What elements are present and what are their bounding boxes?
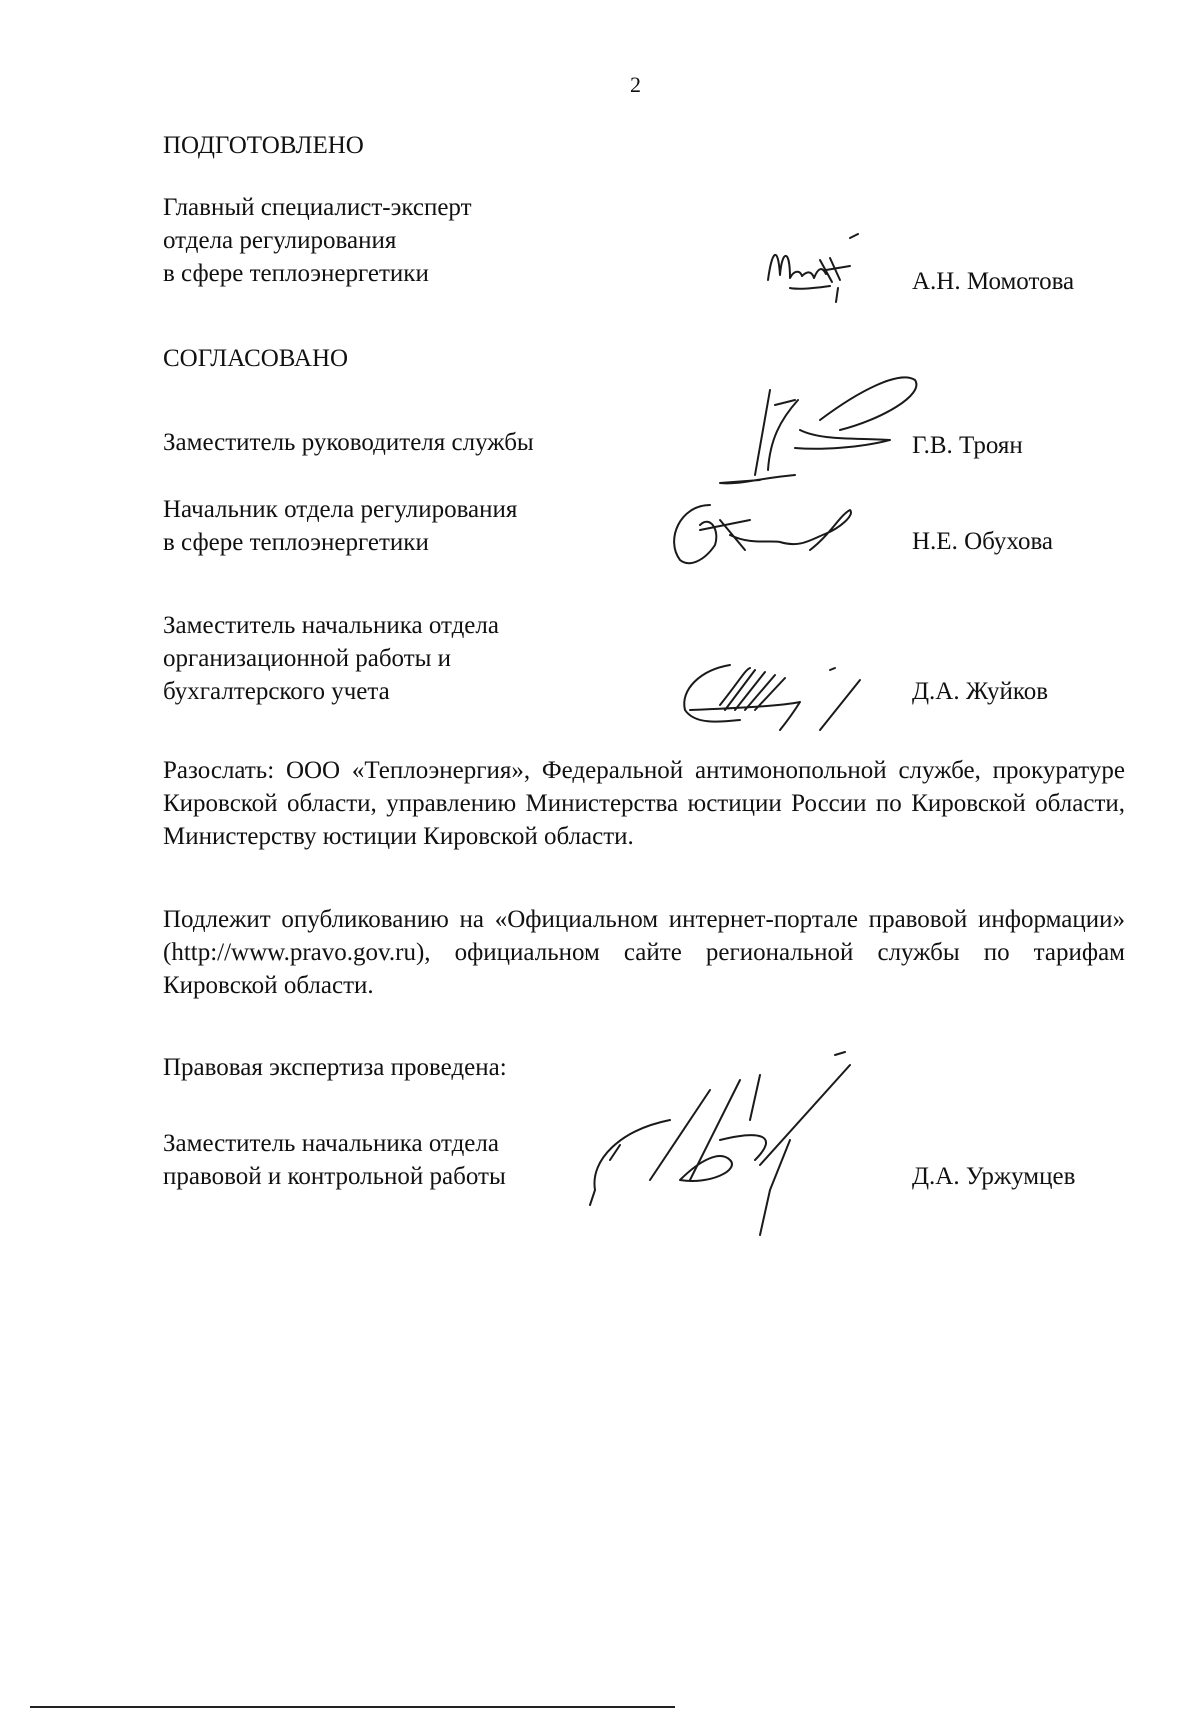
agreed-signer-1-position: Заместитель руководителя службы — [163, 429, 534, 456]
agreed-signer-1-name: Г.В. Троян — [912, 432, 1023, 459]
agreed-signer-2-position-line-1: Начальник отдела регулирования — [163, 496, 518, 523]
page-number: 2 — [630, 72, 641, 97]
signature-momotova — [760, 230, 870, 310]
signature-troyan — [700, 360, 930, 490]
signature-zhuikov — [670, 650, 890, 740]
publication-paragraph: Подлежит опубликованию на «Официальном интернет-портале правовой информации» (http://www.pravo.gov.ru), официальном сайте региональной службы по тарифам Кировской области. — [163, 906, 1125, 999]
legal-review-name: Д.А. Уржумцев — [912, 1163, 1076, 1190]
prepared-position-line-1: Главный специалист-эксперт — [163, 194, 472, 221]
prepared-position-line-2: отдела регулирования — [163, 227, 397, 254]
agreed-signer-3-position-line-2: организационной работы и — [163, 645, 452, 672]
agreed-signer-3-position-line-1: Заместитель начальника отдела — [163, 612, 499, 639]
legal-review-position-line-2: правовой и контрольной работы — [163, 1163, 506, 1190]
legal-review-position-line-1: Заместитель начальника отдела — [163, 1130, 499, 1157]
agreed-signer-2-name: Н.Е. Обухова — [912, 528, 1054, 555]
legal-review-heading: Правовая экспертиза проведена: — [163, 1054, 507, 1081]
agreed-signer-3-name: Д.А. Жуйков — [912, 678, 1049, 705]
agreed-signer-2-position-line-2: в сфере теплоэнергетики — [163, 529, 429, 556]
footer-rule — [30, 1706, 675, 1708]
distribution-paragraph: Разослать: ООО «Теплоэнергия», Федеральной антимонопольной службе, прокуратуре Кировской области, управлению Министерства юстиции России по Кировской области, Министерству юстиции Кировской области. — [163, 757, 1125, 850]
prepared-heading: ПОДГОТОВЛЕНО — [163, 132, 364, 159]
agreed-signer-3-position-line-3: бухгалтерского учета — [163, 678, 390, 705]
signature-obukhova — [660, 490, 860, 570]
agreed-heading: СОГЛАСОВАНО — [163, 345, 349, 372]
prepared-name: А.Н. Момотова — [912, 268, 1075, 295]
signature-urzhumtsev — [580, 1050, 880, 1240]
prepared-position-line-3: в сфере теплоэнергетики — [163, 260, 429, 287]
